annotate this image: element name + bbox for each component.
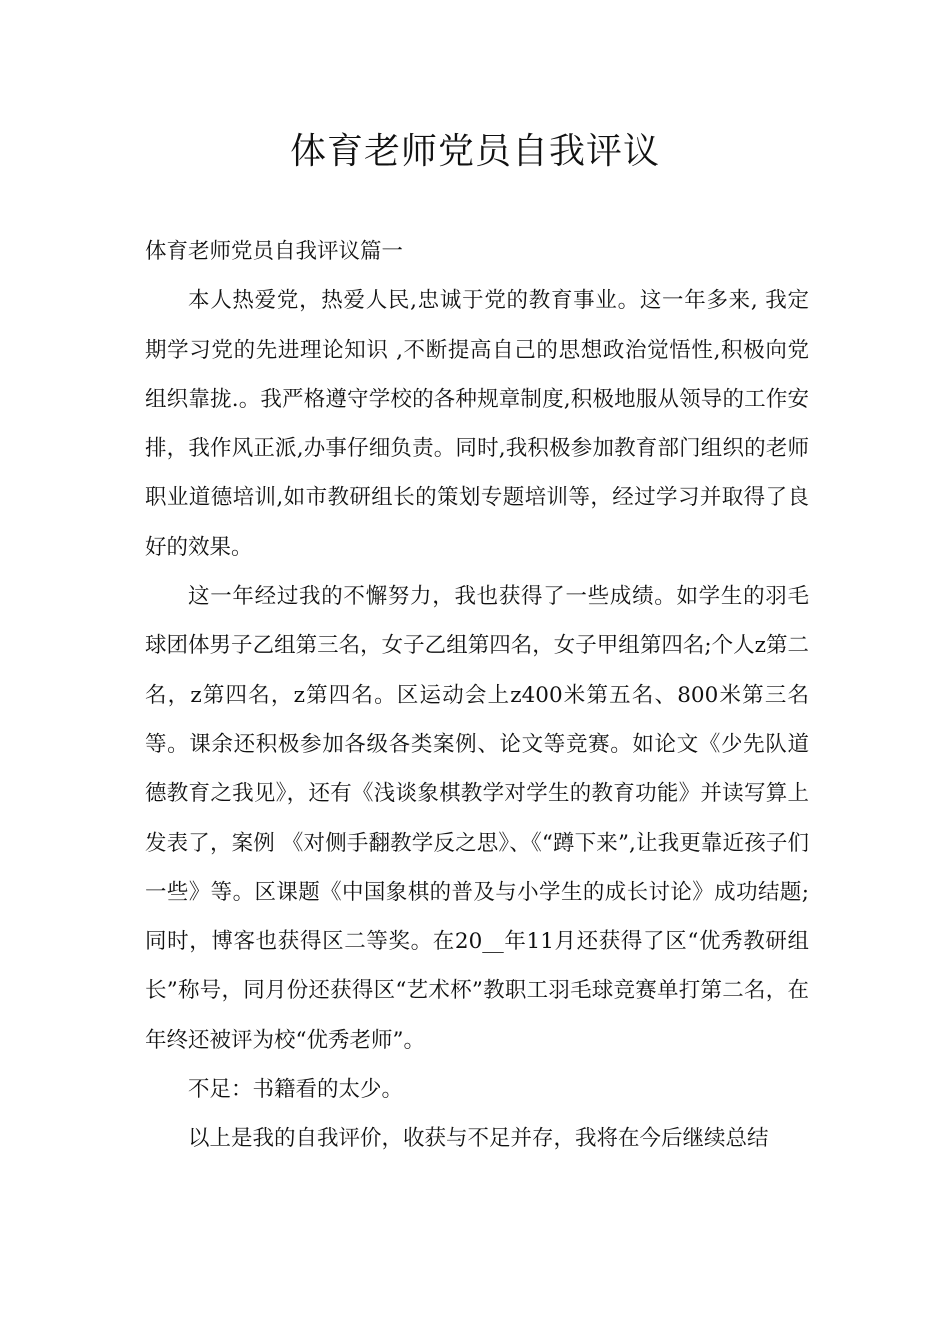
page-title: 体育老师党员自我评议 xyxy=(289,131,660,172)
section-heading: 体育老师党员自我评议篇一 xyxy=(145,239,404,264)
paragraph-2: 这一年经过我的不懈努力，我也获得了一些成绩。如学生的羽毛球团体男子乙组第三名，女子乙组第四名，女子甲组第四名;个人z第二名，z第四名，z第四名。区运动会上z400米第五名、800米第三名等。课余还积极参加各级各类案例、论文等竞赛。如论文《少先队道德教育之我见》，还有《浅谈象棋教学对学生的教育功能》并读写算上发表了，案例 《对侧手翻教学反之思》、《“蹲下来”,让我更靠近孩子们一些》等。区课题《中国象棋的普及与小学生的成长讨论》成功结题;同时，博客也获得区二等奖。在20__年11月还获得了区“优秀教研组长”称号，同月份还获得区“艺术杯”教职工羽毛球竞赛单打第二名，在年终还被评为校“优秀老师”。 xyxy=(145,584,809,1053)
paragraph-1: 本人热爱党，热爱人民,忠诚于党的教育事业。这一年多来, 我定期学习党的先进理论知识 ,不断提高自己的思想政治觉悟性,积极向党组织靠拢.。我严格遵守学校的各种规章制度,积极地服从领导的工作安排，我作风正派,办事仔细负责。同时,我积极参加教育部门组织的老师职业道德培训,如市教研组长的策划专题培训等，经过学习并取得了良好的效果。 xyxy=(145,288,809,560)
document-body xyxy=(145,227,809,1164)
paragraph-3: 不足：书籍看的太少。 xyxy=(188,1077,404,1103)
paragraph-4: 以上是我的自我评价，收获与不足并存，我将在今后继续总结 xyxy=(188,1126,769,1152)
